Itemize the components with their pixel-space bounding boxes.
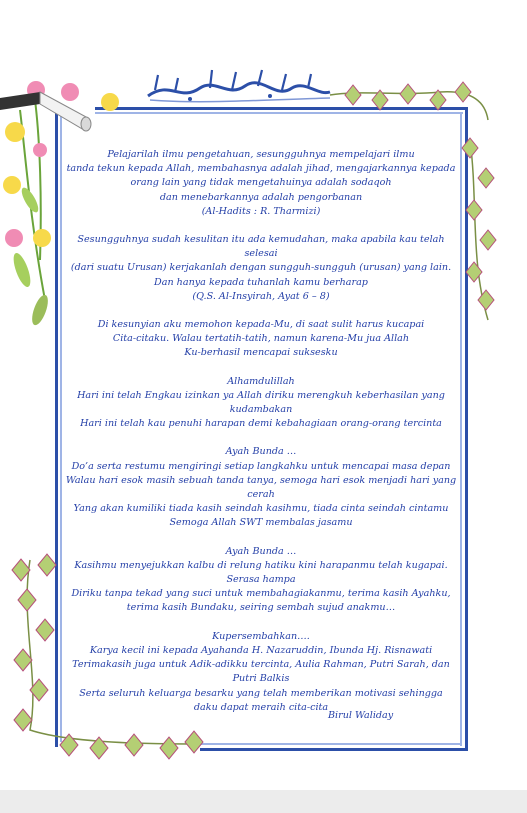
text-line: Ku-berhasil mencapai suksesku (184, 347, 338, 359)
text-line: (Al-Hadits : R. Tharmizi) (201, 205, 321, 217)
calligraphy-banner-icon (148, 70, 330, 102)
signature: Birul Waliday (328, 710, 394, 721)
block-kupersembahkan (60, 630, 462, 715)
block-insyirah (60, 233, 462, 304)
text-line: orang lain yang tidak mengetahuinya adalah sodaqoh (130, 177, 392, 189)
text-line: Ayah Bunda … (225, 545, 297, 557)
text-line: tanda tekun kepada Allah, membahasnya adalah jihad, mengajarkannya kepada (66, 163, 456, 175)
text-line: Diriku tanpa tekad yang suci untuk membahagiakanmu, terima kasih Ayahku, (71, 588, 451, 600)
text-line: Kasihmu menyejukkan kalbu di relung hatiku kini harapanmu telah kugapai. Serasa hampa (74, 559, 448, 586)
text-line: Hari ini telah kau penuhi harapan demi kebahagiaan orang-orang tercinta (80, 418, 442, 430)
block-hadits (60, 148, 462, 219)
text-line: Do’a serta restumu mengiringi setiap langkahku untuk mencapai masa depan (71, 460, 451, 472)
block-prayer (60, 318, 462, 361)
text-line: Ayah Bunda … (225, 446, 297, 458)
block-alhamdulillah (60, 375, 462, 432)
text-line: daku dapat meraih cita-cita (193, 701, 329, 713)
text-line: Sesungguhnya sudah kesulitan itu ada kemudahan, maka apabila kau telah selesai (77, 234, 445, 260)
text-line: Hari ini telah Engkau izinkan ya Allah diriku merengkuh keberhasilan yang kudambakan (77, 389, 445, 416)
text-line: (Q.S. Al-Insyirah, Ayat 6 – 8) (192, 290, 330, 302)
footer-band (0, 790, 527, 813)
block-ayah-bunda-1 (60, 445, 462, 530)
text-line: Di kesunyian aku memohon kepada-Mu, di saat sulit harus kucapai (97, 319, 425, 331)
text-line: Serta seluruh keluarga besarku yang telah memberikan motivasi sehingga (79, 687, 443, 699)
text-line: Dan hanya kepada tuhanlah kamu berharap (154, 276, 368, 288)
text-line: Kupersembahkan…. (212, 630, 310, 642)
text-line: Karya kecil ini kepada Ayahanda H. Nazaruddin, Ibunda Hj. Risnawati (89, 644, 433, 656)
dedication-text (60, 148, 462, 715)
text-line: terima kasih Bundaku, seiring sembah sujud anakmu… (126, 602, 396, 614)
text-line: Alhamdulillah (227, 375, 295, 387)
block-ayah-bunda-2 (60, 545, 462, 616)
text-line: Walau hari esok masih sebuah tanda tanya, semoga hari esok menjadi hari yang cerah (65, 474, 457, 501)
text-line: Cita-citaku. Walau tertatih-tatih, namun karena-Mu jua Allah (112, 333, 410, 345)
text-line: Yang akan kumiliki tiada kasih seindah kasihmu, tiada cinta seindah cintamu (73, 503, 449, 515)
text-line: Semoga Allah SWT membalas jasamu (169, 517, 353, 529)
text-line: dan menebarkannya adalah pengorbanan (159, 191, 363, 203)
text-line: (dari suatu Urusan) kerjakanlah dengan sungguh-sungguh (urusan) yang lain. (70, 262, 452, 274)
text-line: Pelajarilah ilmu pengetahuan, sesungguhnya mempelajari ilmu (107, 149, 415, 160)
text-line: Terimakasih juga untuk Adik-adikku tercinta, Aulia Rahman, Putri Sarah, dan Putri Balkis (72, 659, 450, 685)
